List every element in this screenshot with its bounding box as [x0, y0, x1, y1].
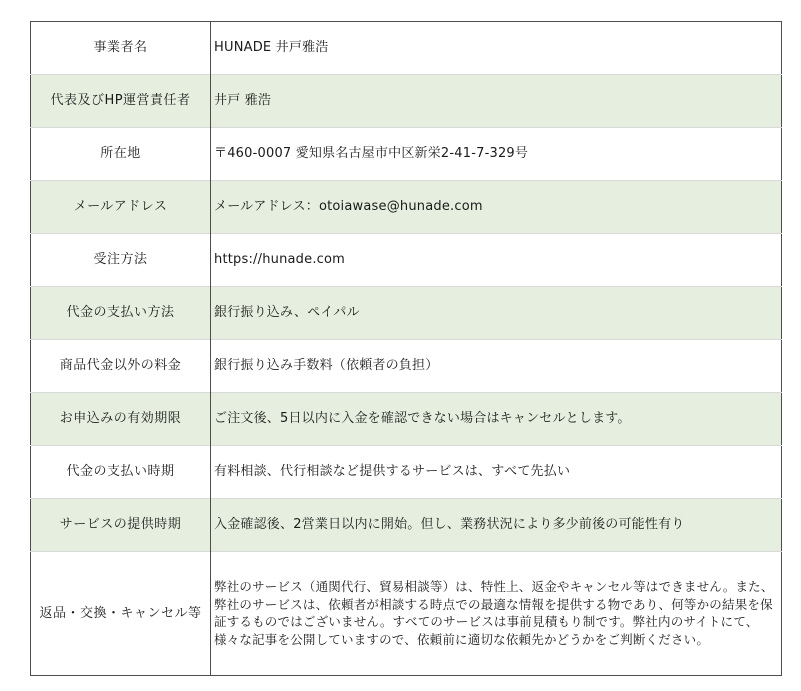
row-label: 商品代金以外の料金	[31, 340, 211, 393]
row-value: https://hunade.com	[211, 234, 782, 287]
row-label: 事業者名	[31, 22, 211, 75]
row-value: 有料相談、代行相談など提供するサービスは、すべて先払い	[211, 446, 782, 499]
row-label: 代金の支払い方法	[31, 287, 211, 340]
row-validity-period	[31, 393, 782, 446]
row-order-method	[31, 234, 782, 287]
row-service-timing	[31, 499, 782, 552]
row-payment-timing	[31, 446, 782, 499]
row-value: 銀行振り込み、ペイパル	[211, 287, 782, 340]
row-payment-method	[31, 287, 782, 340]
row-representative	[31, 75, 782, 128]
row-value: HUNADE 井戸雅浩	[214, 40, 329, 55]
row-label: 返品・交換・キャンセル等	[31, 552, 211, 676]
row-returns-cancellation	[31, 552, 782, 676]
row-label: お申込みの有効期限	[31, 393, 211, 446]
row-address	[31, 128, 782, 181]
row-value: ご注文後、5日以内に入金を確認できない場合はキャンセルとします。	[211, 393, 782, 446]
row-label: メールアドレス	[31, 181, 211, 234]
row-label: サービスの提供時期	[31, 499, 211, 552]
row-label: 代金の支払い時期	[31, 446, 211, 499]
row-extra-fees	[31, 340, 782, 393]
row-value: 〒460-0007 愛知県名古屋市中区新栄2-41-7-329号	[211, 128, 782, 181]
row-value: 弊社のサービス（通関代行、貿易相談等）は、特性上、返金やキャンセル等はできません。また、弊社のサービスは、依頼者が相談する時点での最適な情報を提供する物であり、何等かの結果を保証するものではございません。すべてのサービスは事前見積もり制です。弊社内のサイトにて、様々な記事を公開していますので、依頼前に適切な依頼先かどうかをご判断ください。	[211, 552, 782, 676]
row-value: 井戸 雅浩	[211, 75, 782, 128]
row-label: 受注方法	[31, 234, 211, 287]
row-business-name	[31, 22, 782, 75]
row-label: 所在地	[31, 128, 211, 181]
row-email	[31, 181, 782, 234]
row-value: 入金確認後、2営業日以内に開始。但し、業務状況により多少前後の可能性有り	[211, 499, 782, 552]
business-info-table	[30, 21, 782, 676]
row-value: 銀行振り込み手数料（依頼者の負担）	[211, 340, 782, 393]
row-value: メールアドレス：otoiawase@hunade.com	[211, 181, 782, 234]
row-label: 代表及びHP運営責任者	[31, 75, 211, 128]
